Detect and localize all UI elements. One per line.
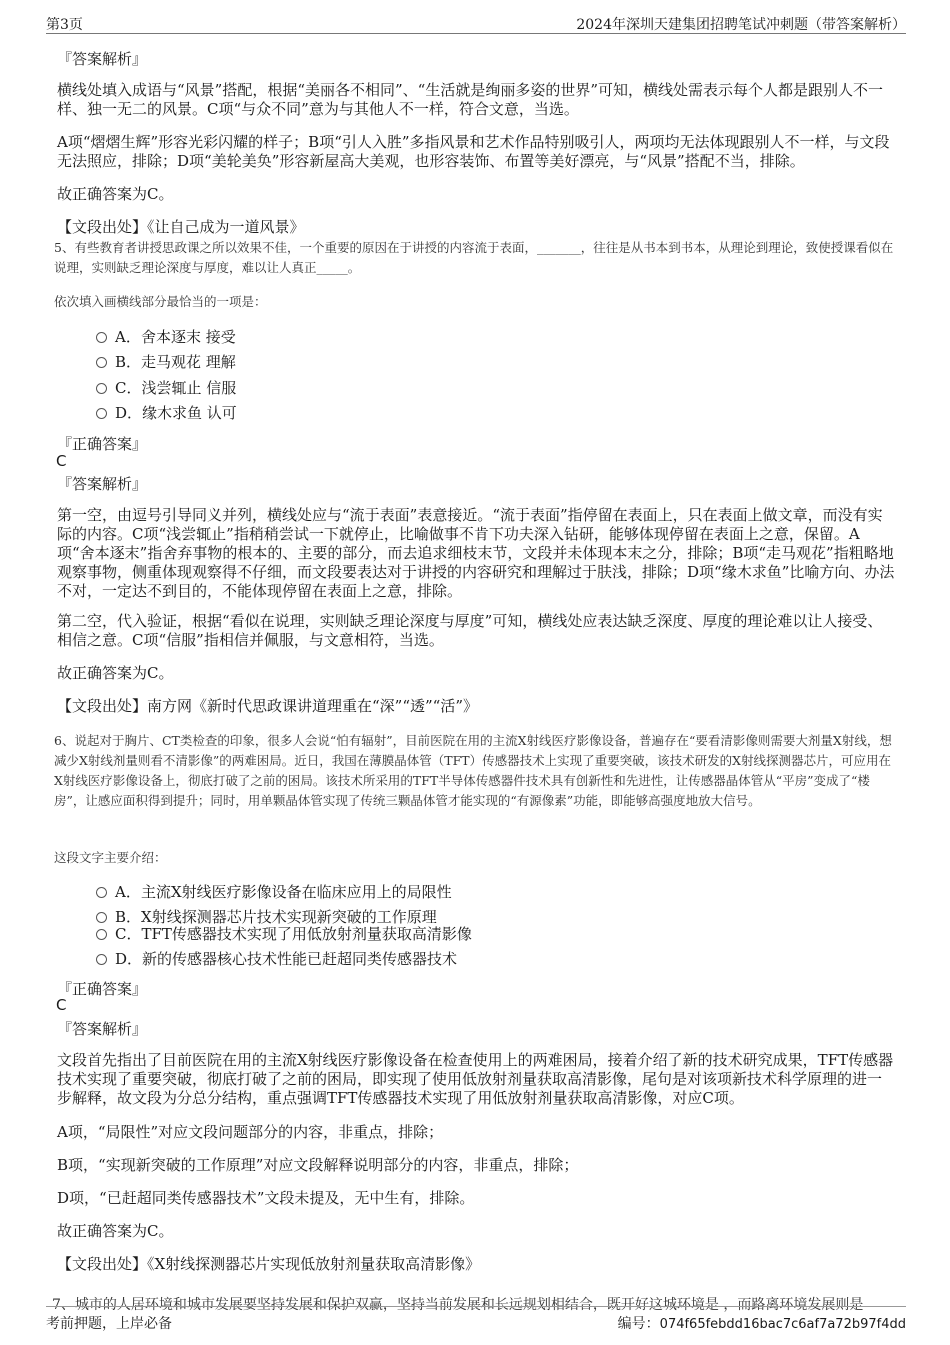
source-note: 【文段出处】《让自己成为一道风景》 (57, 218, 305, 236)
question-prompt: 依次填入画横线部分最恰当的一项是： (54, 294, 267, 309)
page-number: 第3页 (46, 17, 83, 33)
radio-icon[interactable] (96, 408, 107, 419)
analysis-paragraph: D项，“已赶超同类传感器技术”文段未提及，无中生有，排除。 (57, 1189, 475, 1207)
analysis-paragraph: B项，“实现新突破的工作原理”对应文段解释说明部分的内容，非重点，排除； (57, 1156, 579, 1174)
analysis-paragraph: 第一空，由逗号引导同义并列，横线处应与“流于表面”表意接近。“流于表面”指停留在表面上，只在表面上做文章，而没有实际的内容。C项“浅尝辄止”指稍稍尝试一下就停止，比喻做事不肯下功夫深入钻研，能够体现停留在表面上之意，保留。A项“舍本逐末”指舍弃事物的根本的、主要的部分，而去追求细枝末节，文段并未体现本末之分，排除；B项“走马观花”指粗略地观察事物，侧重体现观察得不仔细，而文段要表达对于讲授的内容研究和理解过于肤浅，排除；D项“缘木求鱼”比喻方向、办法不对，一定达不到目的，不能体现停留在表面上之意，排除。 (57, 506, 895, 600)
source-note: 【文段出处】《X射线探测器芯片实现低放射剂量获取高清影像》 (57, 1255, 481, 1273)
option-b[interactable]: B．X射线探测器芯片技术实现新突破的工作原理 (96, 907, 437, 927)
option-a[interactable]: A．舍本逐末 接受 (96, 327, 236, 347)
analysis-paragraph: A项“熠熠生辉”形容光彩闪耀的样子；B项“引人入胜”多指风景和艺术作品特别吸引人，两项均无法体现跟别人不一样，与文段无法照应，排除；D项“美轮美奂”形容新屋高大美观，也形容装饰、布置等美好漂亮，与“风景”搭配不当，排除。 (57, 133, 890, 170)
option-c[interactable]: C．浅尝辄止 信服 (96, 378, 236, 398)
footer-slogan: 考前押题，上岸必备 (46, 1316, 172, 1332)
document-code: 编号：074f65febdd16bac7c6af7a72b97f4dd (617, 1316, 906, 1332)
correct-answer: C (56, 996, 67, 1014)
analysis-paragraph: 故正确答案为C。 (57, 664, 174, 682)
radio-icon[interactable] (96, 383, 107, 394)
option-d[interactable]: D．缘木求鱼 认可 (96, 403, 237, 423)
radio-icon[interactable] (96, 929, 107, 940)
analysis-paragraph: 第二空，代入验证，根据“看似在说理，实则缺乏理论深度与厚度”可知，横线处应表达缺乏深度、厚度的理论难以让人接受、相信之意。C项“信服”指相信并佩服，与文意相符，当选。 (57, 612, 883, 649)
correct-answer-tag: 『正确答案』 (57, 435, 148, 453)
radio-icon[interactable] (96, 357, 107, 368)
analysis-paragraph: 文段首先指出了目前医院在用的主流X射线医疗影像设备在检查使用上的两难困局，接着介绍了新的技术研究成果，TFT传感器技术实现了重要突破，彻底打破了之前的困局，即实现了使用低放射剂量获取高清影像，尾句是对该项新技术科学原理的进一步解释，故文段为分总分结构，重点强调TFT传感器技术实现了用低放射剂量获取高清影像，对应C项。 (57, 1051, 894, 1107)
analysis-paragraph: A项，“局限性”对应文段问题部分的内容，非重点，排除； (57, 1123, 444, 1141)
correct-answer: C (56, 452, 67, 470)
radio-icon[interactable] (96, 954, 107, 965)
analysis-tag: 『答案解析』 (57, 475, 148, 493)
footer-divider (46, 1306, 906, 1307)
question-stem: 5、有些教育者讲授思政课之所以效果不佳，一个重要的原因在于讲授的内容流于表面，_______，往往是从书本到书本，从理论到理论，致使授课看似在说理，实则缺乏理论深度与厚度，难以让人真正_____。 (54, 240, 894, 275)
document-title: 2024年深圳天建集团招聘笔试冲刺题（带答案解析） (576, 17, 906, 33)
option-d[interactable]: D．新的传感器核心技术性能已赶超同类传感器技术 (96, 949, 457, 969)
next-question-clipped: 7、城市的人居环境和城市发展要坚持发展和保护双赢，坚持当前发展和长远规划相结合，既开好这城环境是 ，而路离环境发展则是 (52, 1297, 864, 1313)
analysis-paragraph: 故正确答案为C。 (57, 185, 174, 203)
option-a[interactable]: A．主流X射线医疗影像设备在临床应用上的局限性 (96, 882, 452, 902)
option-b[interactable]: B．走马观花 理解 (96, 352, 236, 372)
option-c[interactable]: C．TFT传感器技术实现了用低放射剂量获取高清影像 (96, 924, 472, 944)
question-prompt: 这段文字主要介绍： (54, 850, 167, 865)
radio-icon[interactable] (96, 332, 107, 343)
correct-answer-tag: 『正确答案』 (57, 980, 148, 998)
question-stem: 6、说起对于胸片、CT类检查的印象，很多人会说“怕有辐射”，目前医院在用的主流X射线医疗影像设备，普遍存在“要看清影像则需要大剂量X射线，想减少X射线剂量则看不清影像”的两难困局。近日，我国在薄膜晶体管（TFT）传感器技术上实现了重要突破，该技术研发的X射线探测器芯片，可应用在X射线医疗影像设备上，彻底打破了之前的困局。该技术所采用的TFT半导体传感器件技术具有创新性和先进性，让传感器晶体管从“平房”变成了“楼房”，让感应面积得到提升；同时，用单颗晶体管实现了传统三颗晶体管才能实现的“有源像素”功能，即能够高强度地放大信号。 (54, 733, 892, 808)
analysis-tag: 『答案解析』 (57, 50, 148, 68)
radio-icon[interactable] (96, 912, 107, 923)
header-divider (46, 33, 906, 34)
analysis-tag: 『答案解析』 (57, 1020, 148, 1038)
analysis-paragraph: 横线处填入成语与“风景”搭配，根据“美丽各不相同”、“生活就是绚丽多姿的世界”可知，横线处需表示每个人都是跟别人不一样、独一无二的风景。C项“与众不同”意为与其他人不一样，符合文意，当选。 (57, 81, 884, 118)
analysis-paragraph: 故正确答案为C。 (57, 1222, 174, 1240)
source-note: 【文段出处】南方网《新时代思政课讲道理重在“深”“透”“活”》 (57, 697, 479, 715)
radio-icon[interactable] (96, 887, 107, 898)
